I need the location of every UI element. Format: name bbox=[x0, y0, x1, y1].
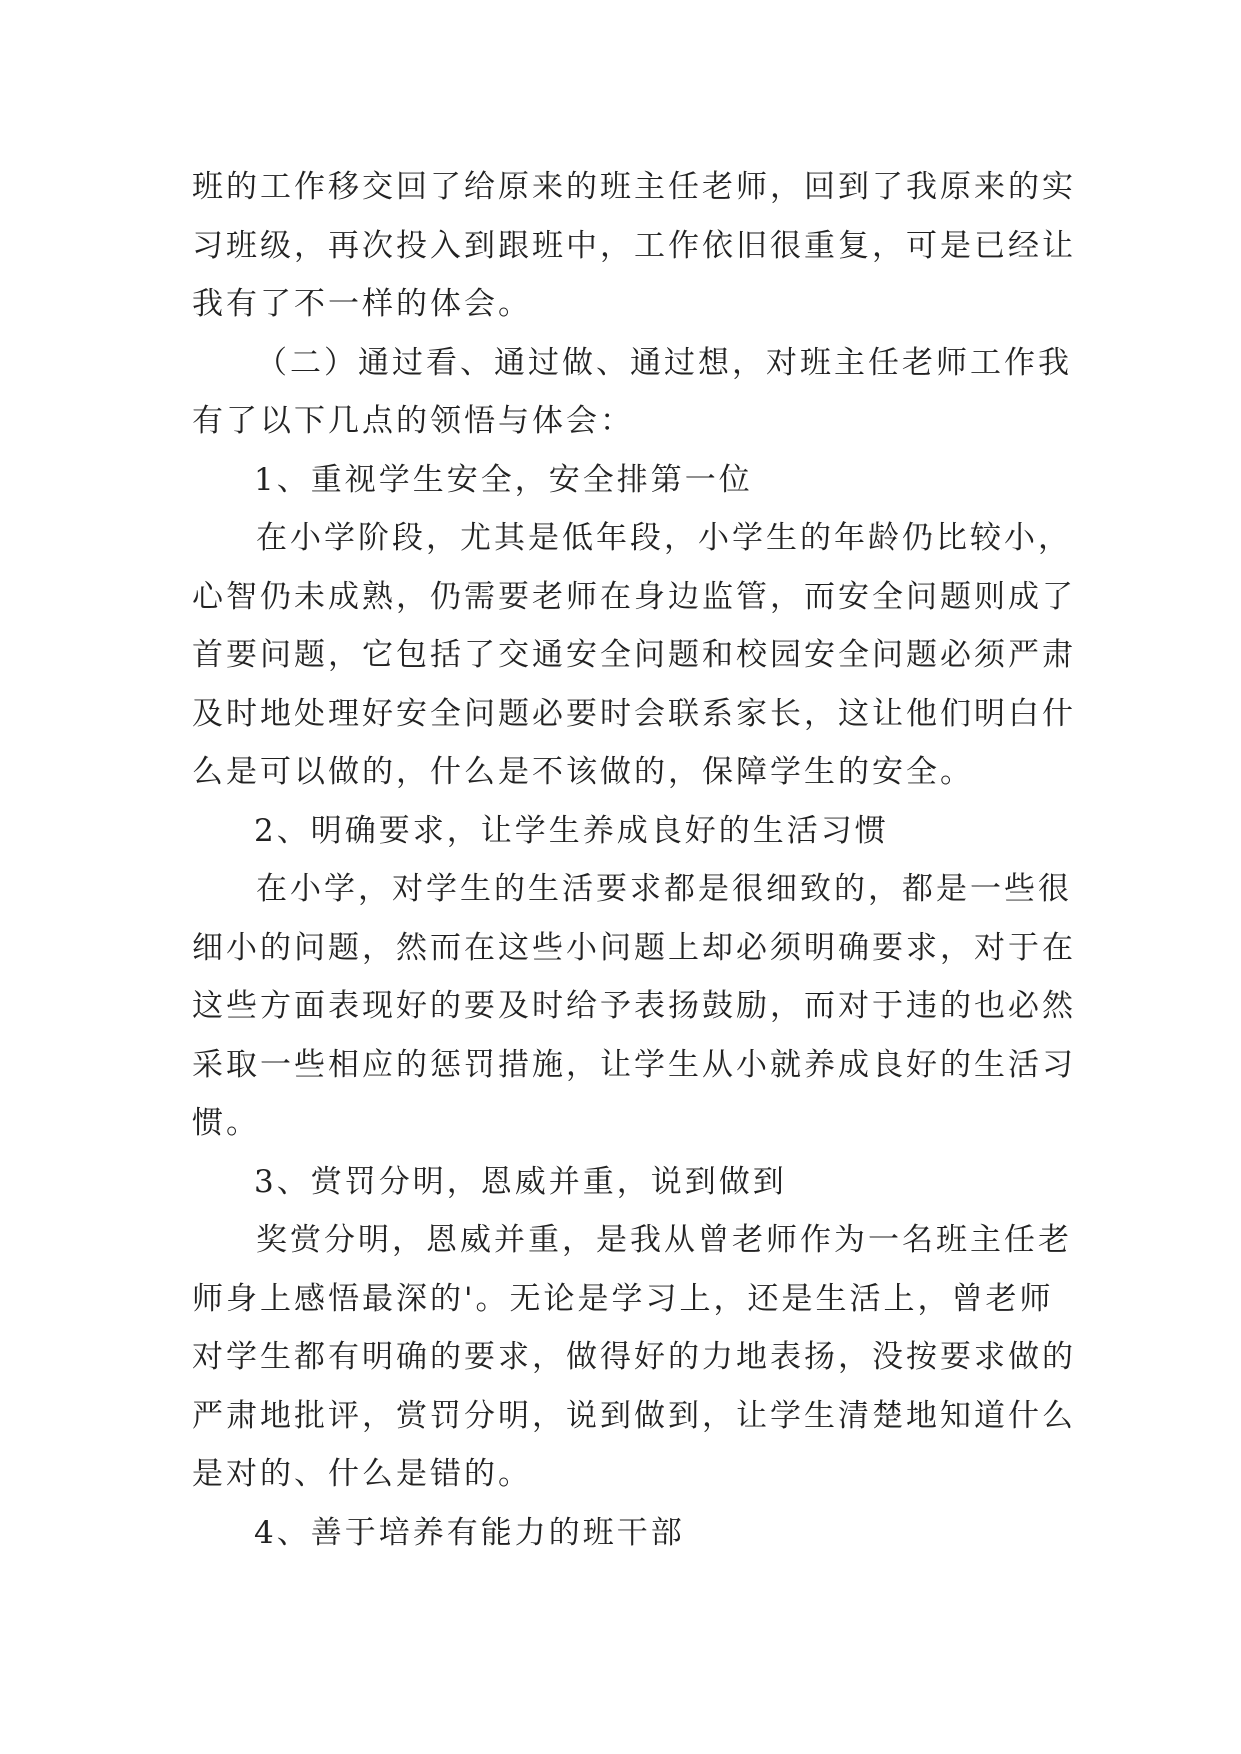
paragraph-line: 么是可以做的，什么是不该做的，保障学生的安全。 bbox=[192, 754, 974, 790]
paragraph-line: 是对的、什么是错的。 bbox=[192, 1456, 532, 1492]
paragraph-line: 心智仍未成熟，仍需要老师在身边监管，而安全问题则成了 bbox=[192, 578, 1076, 615]
section-heading-3: 3、赏罚分明，恩威并重，说到做到 bbox=[254, 1163, 787, 1200]
section-heading-4: 4、善于培养有能力的班干部 bbox=[254, 1514, 685, 1551]
paragraph-line: 有了以下几点的领悟与体会： bbox=[192, 403, 634, 439]
paragraph-line: 对学生都有明确的要求，做得好的力地表扬，没按要求做的 bbox=[192, 1339, 1076, 1375]
paragraph-line: 我有了不一样的体会。 bbox=[192, 286, 532, 322]
paragraph-line: 细小的问题，然而在这些小问题上却必须明确要求，对于在 bbox=[192, 929, 1076, 966]
paragraph-line: 在小学阶段，尤其是低年段，小学生的年龄仍比较小， bbox=[256, 520, 1072, 556]
paragraph-line: （二）通过看、通过做、通过想，对班主任老师工作我 bbox=[256, 344, 1072, 381]
paragraph-line: 采取一些相应的惩罚措施，让学生从小就养成良好的生活习 bbox=[192, 1046, 1076, 1083]
paragraph-line: 班的工作移交回了给原来的班主任老师，回到了我原来的实 bbox=[192, 169, 1076, 205]
paragraph-line: 师身上感悟最深的'。无论是学习上，还是生活上，曾老师 bbox=[192, 1280, 1054, 1317]
paragraph-line: 首要问题，它包括了交通安全问题和校园安全问题必须严肃 bbox=[192, 637, 1076, 673]
paragraph-line: 惯。 bbox=[192, 1105, 260, 1141]
section-heading-2: 2、明确要求，让学生养成良好的生活习惯 bbox=[254, 812, 889, 849]
paragraph-line: 严肃地批评，赏罚分明，说到做到，让学生清楚地知道什么 bbox=[192, 1397, 1076, 1434]
section-heading-1: 1、重视学生安全，安全排第一位 bbox=[254, 461, 753, 498]
paragraph-line: 在小学，对学生的生活要求都是很细致的，都是一些很 bbox=[256, 871, 1072, 907]
body-text bbox=[192, 158, 1076, 1562]
paragraph-line: 及时地处理好安全问题必要时会联系家长，这让他们明白什 bbox=[192, 695, 1076, 732]
paragraph-line: 这些方面表现好的要及时给予表扬鼓励，而对于违的也必然 bbox=[192, 988, 1076, 1024]
paragraph-line: 奖赏分明，恩威并重，是我从曾老师作为一名班主任老 bbox=[256, 1222, 1072, 1258]
paragraph-line: 习班级，再次投入到跟班中，工作依旧很重复，可是已经让 bbox=[192, 227, 1076, 264]
